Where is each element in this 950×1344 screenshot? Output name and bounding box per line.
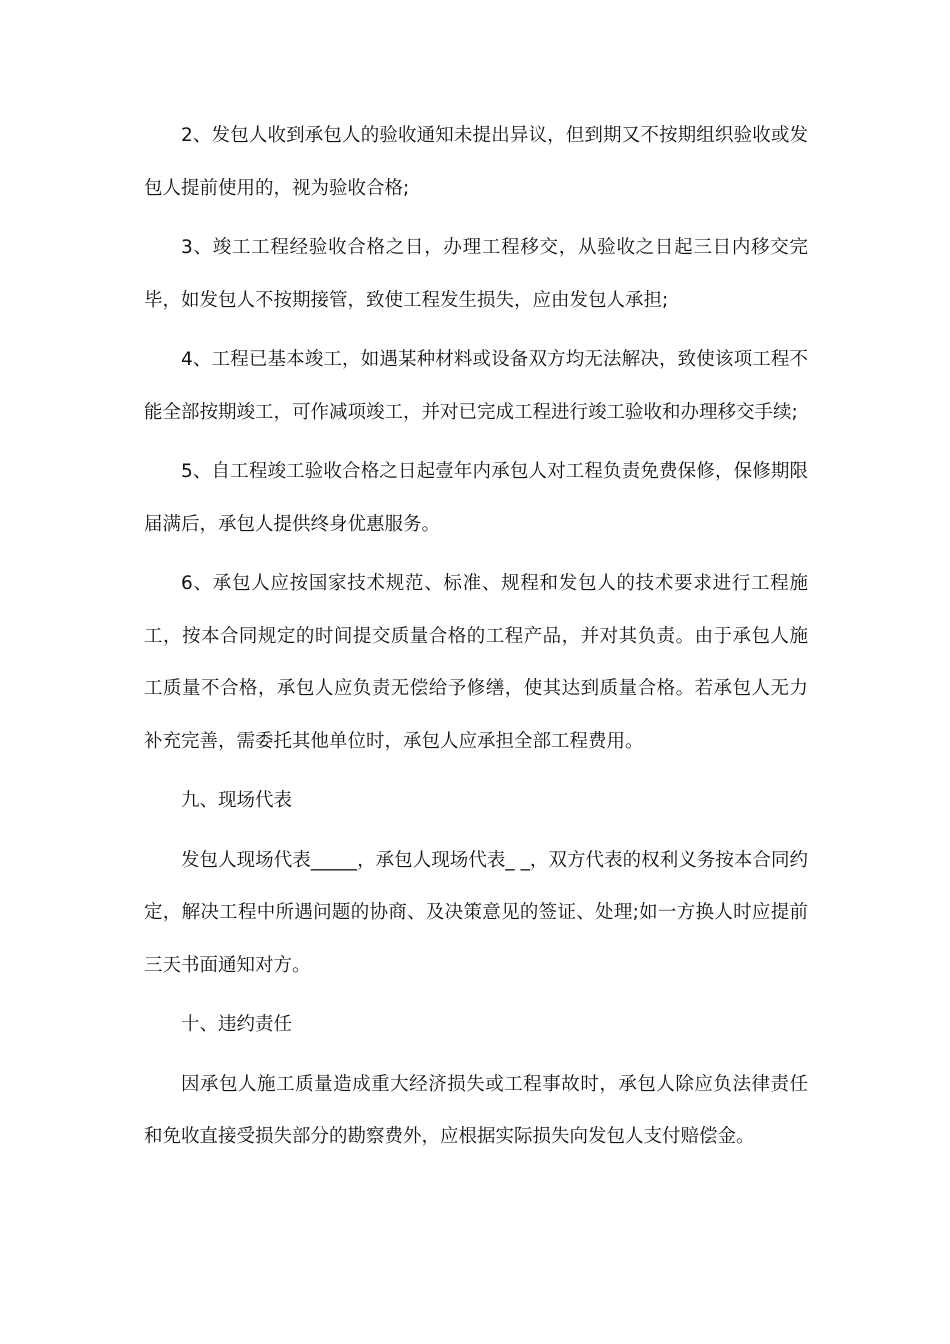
clause-4-paragraph: 4、工程已基本竣工，如遇某种材料或设备双方均无法解决，致使该项工程不能全部按期竣工，可作减项竣工，并对已完成工程进行竣工验收和办理移交手续;	[144, 349, 808, 423]
clause-6-paragraph: 6、承包人应按国家技术规范、标准、规程和发包人的技术要求进行工程施工，按本合同规定的时间提交质量合格的工程产品，并对其负责。由于承包人施工质量不合格，承包人应负责无偿给予修缮，使其达到质量合格。若承包人无力补充完善，需委托其他单位时，承包人应承担全部工程费用。	[144, 573, 808, 752]
section-10-heading: 十、违约责任	[181, 1014, 293, 1035]
section-9-heading: 九、现场代表	[181, 790, 293, 811]
clause-5-paragraph: 5、自工程竣工验收合格之日起壹年内承包人对工程负责免费保修，保修期限届满后，承包人提供终身优惠服务。	[144, 461, 808, 535]
clause-2-paragraph: 2、发包人收到承包人的验收通知未提出异议，但到期又不按期组织验收或发包人提前使用的，视为验收合格;	[144, 125, 808, 199]
section-9-paragraph: 发包人现场代表_____，承包人现场代表_ _，双方代表的权利义务按本合同约定，解决工程中所遇问题的协商、及决策意见的签证、处理;如一方换人时应提前三天书面通知对方。	[144, 849, 808, 976]
section-10-paragraph: 因承包人施工质量造成重大经济损失或工程事故时，承包人除应负法律责任和免收直接受损失部分的勘察费外，应根据实际损失向发包人支付赔偿金。	[144, 1073, 808, 1147]
clause-3-paragraph: 3、竣工工程经验收合格之日，办理工程移交，从验收之日起三日内移交完毕，如发包人不按期接管，致使工程发生损失，应由发包人承担;	[144, 237, 808, 311]
document-body	[144, 110, 808, 1171]
